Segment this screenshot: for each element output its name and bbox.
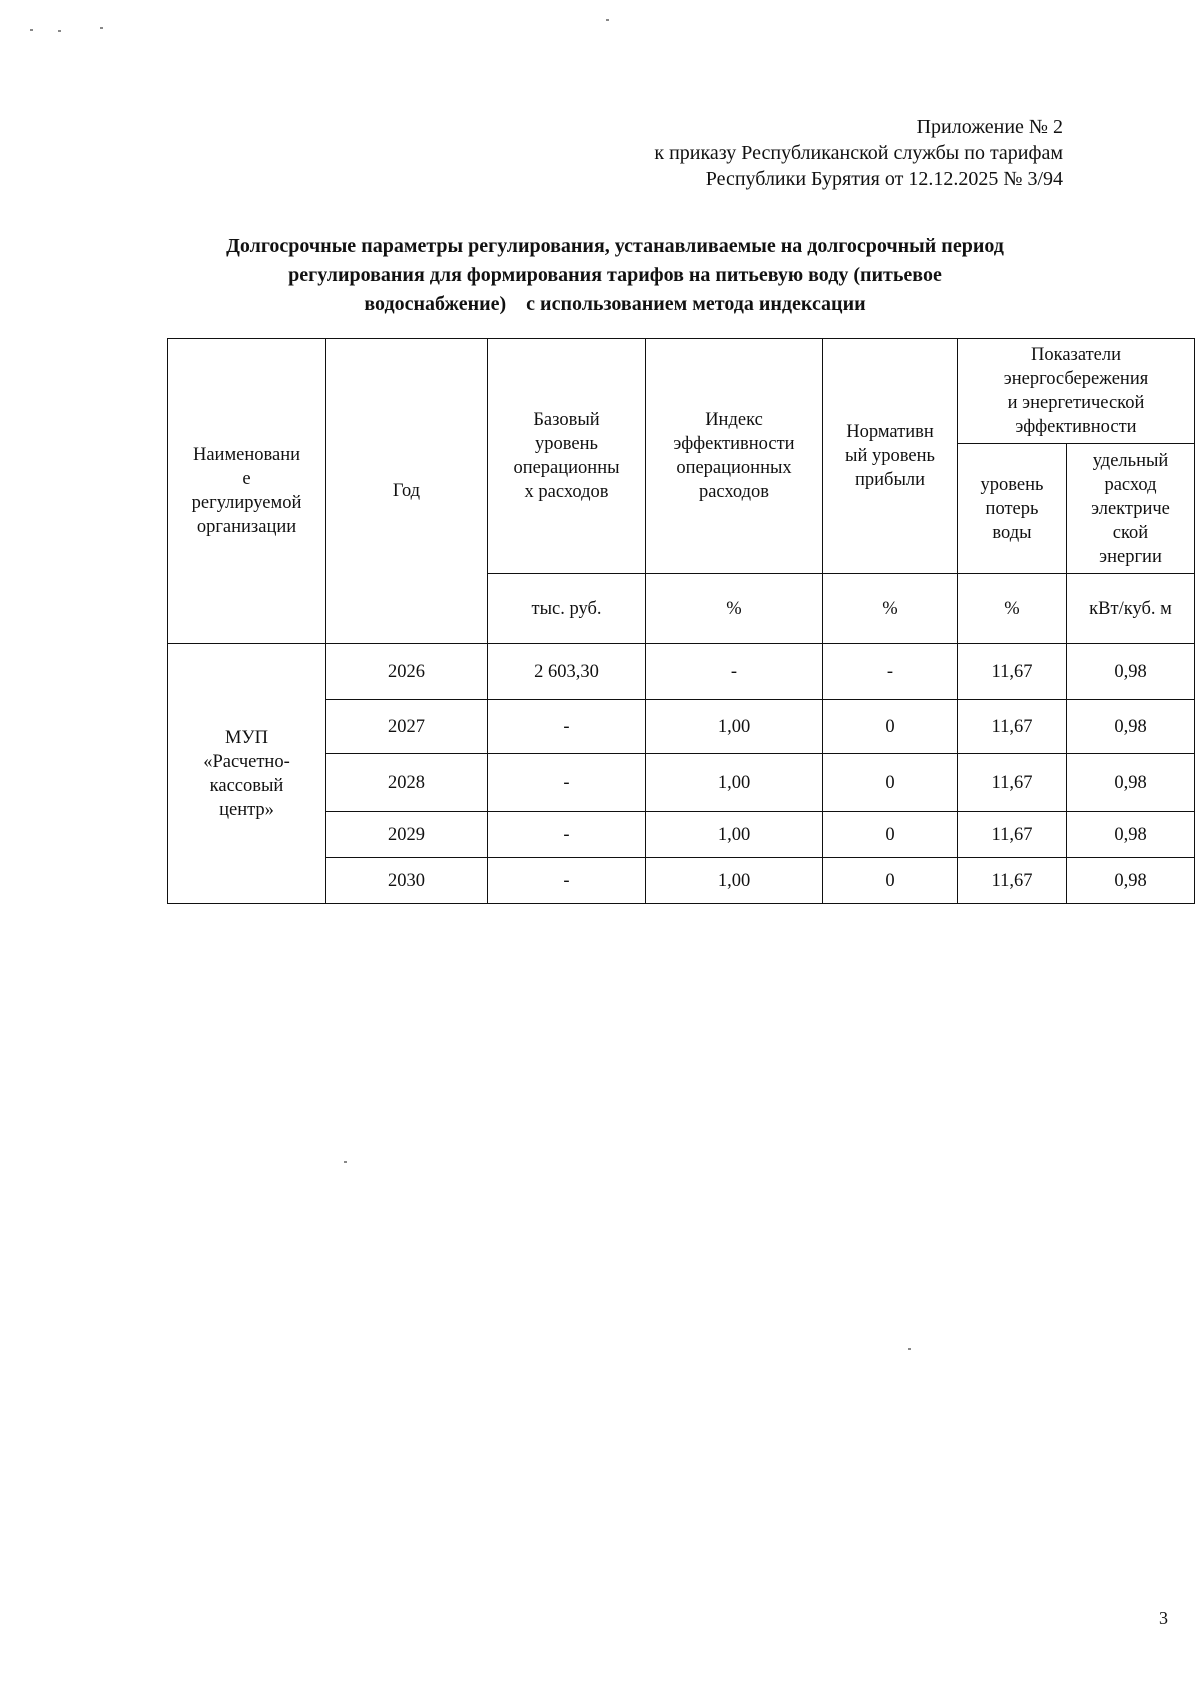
header-base-level-line: Базовый	[533, 410, 600, 430]
cell-efficiency-index: -	[646, 644, 823, 700]
table-row	[168, 644, 1195, 700]
cell-base-level: -	[488, 754, 646, 812]
header-organization-line: е	[242, 469, 251, 489]
header-profit-level-line: прибыли	[854, 470, 926, 490]
header-energy-group	[958, 339, 1195, 444]
cell-profit-level: 0	[823, 754, 958, 812]
cell-base-level: -	[488, 812, 646, 858]
scan-speck	[606, 19, 609, 21]
cell-profit-level: -	[823, 644, 958, 700]
scan-speck	[908, 1348, 911, 1350]
header-water-loss-line: потерь	[985, 498, 1039, 519]
cell-water-loss: 11,67	[958, 858, 1067, 904]
header-efficiency-index-line: Индекс	[705, 410, 763, 430]
header-efficiency-index	[646, 339, 823, 574]
header-energy-group-line: энергосбережения	[1003, 369, 1149, 389]
cell-water-loss: 11,67	[958, 812, 1067, 858]
cell-base-level: 2 603,30	[488, 644, 646, 700]
header-base-level-line: уровень	[535, 434, 598, 454]
appendix-line-1: Приложение № 2	[916, 116, 1063, 138]
header-electricity-line: расход	[1104, 474, 1157, 495]
parameters-table	[167, 338, 1195, 904]
cell-profit-level: 0	[823, 858, 958, 904]
header-water-loss-line: уровень	[980, 474, 1044, 495]
appendix-header	[654, 114, 1063, 192]
cell-electricity: 0,98	[1067, 754, 1195, 812]
cell-year: 2030	[326, 858, 488, 904]
header-organization-line: организации	[196, 517, 297, 537]
cell-year: 2026	[326, 644, 488, 700]
cell-water-loss: 11,67	[958, 700, 1067, 754]
header-electricity-line: электриче	[1091, 498, 1170, 519]
header-profit-level-line: ый уровень	[845, 446, 935, 466]
cell-year: 2029	[326, 812, 488, 858]
header-efficiency-index-line: эффективности	[673, 434, 795, 454]
cell-electricity: 0,98	[1067, 700, 1195, 754]
header-organization-line: Наименовани	[192, 445, 301, 465]
header-base-level-line: операционны	[513, 458, 620, 478]
header-organization-line: регулируемой	[191, 493, 302, 513]
header-year-label: Год	[392, 481, 421, 501]
title-line-1: Долгосрочные параметры регулирования, устанавливаемые на долгосрочный период	[226, 235, 1004, 257]
cell-year: 2027	[326, 700, 488, 754]
header-base-level-line: х расходов	[524, 482, 609, 502]
unit-profit-level: %	[823, 574, 958, 644]
header-water-loss-line: воды	[992, 522, 1032, 543]
cell-water-loss: 11,67	[958, 644, 1067, 700]
scan-speck	[100, 27, 103, 29]
title-line-2: регулирования для формирования тарифов на питьевую воду (питьевое	[288, 264, 942, 286]
cell-efficiency-index: 1,00	[646, 700, 823, 754]
title-line-3: водоснабжение) с использованием метода индексации	[364, 293, 866, 315]
cell-electricity: 0,98	[1067, 644, 1195, 700]
header-electricity-line: удельный	[1092, 450, 1169, 471]
cell-efficiency-index: 1,00	[646, 858, 823, 904]
cell-efficiency-index: 1,00	[646, 754, 823, 812]
header-profit-level	[823, 339, 958, 574]
document-title	[170, 232, 1060, 319]
unit-base-level: тыс. руб.	[488, 574, 646, 644]
header-water-loss	[958, 444, 1067, 574]
header-profit-level-line: Нормативн	[846, 422, 934, 442]
organization-name-line: кассовый	[209, 775, 284, 796]
cell-base-level: -	[488, 700, 646, 754]
header-year	[326, 339, 488, 644]
header-energy-group-line: Показатели	[1031, 345, 1121, 365]
cell-water-loss: 11,67	[958, 754, 1067, 812]
header-efficiency-index-line: расходов	[698, 482, 770, 502]
scan-speck	[58, 30, 61, 32]
unit-efficiency-index: %	[646, 574, 823, 644]
cell-electricity: 0,98	[1067, 858, 1195, 904]
cell-electricity: 0,98	[1067, 812, 1195, 858]
cell-efficiency-index: 1,00	[646, 812, 823, 858]
header-efficiency-index-line: операционных	[676, 458, 792, 478]
header-base-level	[488, 339, 646, 574]
header-energy-group-line: эффективности	[1015, 417, 1137, 437]
appendix-line-2: к приказу Республиканской службы по тарифам	[654, 142, 1063, 164]
cell-year: 2028	[326, 754, 488, 812]
header-electricity	[1067, 444, 1195, 574]
organization-name	[168, 644, 326, 904]
scan-speck	[344, 1161, 347, 1163]
unit-electricity: кВт/куб. м	[1067, 574, 1195, 644]
page-number: 3	[1159, 1608, 1168, 1628]
organization-name-line: «Расчетно-	[203, 751, 290, 772]
header-electricity-line: ской	[1112, 522, 1149, 543]
organization-name-line: центр»	[219, 799, 274, 820]
header-organization	[168, 339, 326, 644]
appendix-line-3: Республики Бурятия от 12.12.2025 № 3/94	[705, 168, 1063, 190]
cell-profit-level: 0	[823, 812, 958, 858]
organization-name-line: МУП	[225, 727, 268, 748]
header-energy-group-line: и энергетической	[1007, 393, 1145, 413]
unit-water-loss: %	[958, 574, 1067, 644]
cell-profit-level: 0	[823, 700, 958, 754]
scan-speck	[30, 29, 33, 31]
header-electricity-line: энергии	[1099, 546, 1162, 567]
cell-base-level: -	[488, 858, 646, 904]
